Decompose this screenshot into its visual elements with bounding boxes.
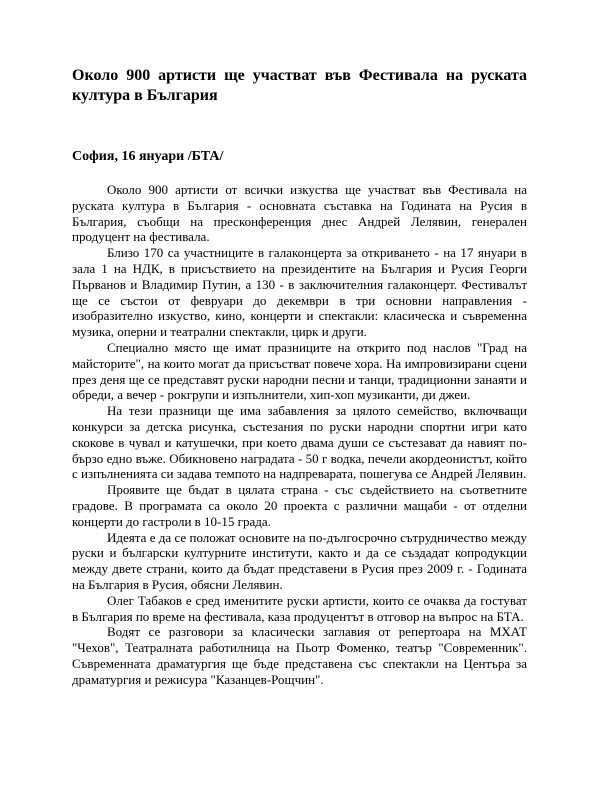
article-headline: Около 900 артисти ще участват във Фестивала на руската култура в България [72, 67, 527, 104]
paragraph: Идеята е да се положат основите на по-дългосрочно сътрудничество между руски и български културните институти, както и да се създадат копродукции между двете страни, които да бъдат представени в Русия през 2009 г. - Годината на България в Русия, обясни Лелявин. [72, 529, 527, 592]
document-page [72, 66, 527, 688]
paragraph: Проявите ще бъдат в цялата страна - със съдействието на съответните градове. В програмата са около 20 проекта с различни мащаби - от отделни концерти до гастроли в 10-15 града. [72, 482, 527, 529]
paragraph: Около 900 артисти от всички изкуства ще участват във Фестивала на руската култура в България - основната съставка на Годината на Русия в България, съобщи на пресконференция днес Андрей Лелявин, генерален продуцент на фестивала. [72, 182, 527, 245]
paragraph: Олег Табаков е сред именитите руски артисти, които се очаква да гостуват в България по време на фестивала, каза продуцентът в отговор на въпрос на БТА. [72, 592, 527, 624]
paragraph: Близо 170 са участниците в галаконцерта за откриването - на 17 януари в зала 1 на НДК, в присъствието на президентите на България и Русия Георги Първанов и Владимир Путин, а 130 - в заключителния галаконцерт. Фестивалът ще се състои от февруари до декември в три основни направления - изобразително изкуство, кино, концерти и спектакли: класическа и съвременна музика, оперни и театрални спектакли, цирк и други. [72, 245, 527, 340]
paragraph: Специално място ще имат празниците на открито под наслов "Град на майсторите", на които могат да присъстват повече хора. На импровизирани сцени през деня ще се представят руски народни песни и танци, традиционни занаяти и обреди, а вечер - рокгрупи и изпълнители, хип-хоп музиканти, ди джеи. [72, 339, 527, 403]
article-dateline: София, 16 януари /БТА/ [72, 149, 224, 164]
article-body [72, 182, 527, 688]
paragraph: На тези празници ще има забавления за цялото семейство, включващи конкурси за детска рисунка, състезания по руски народни спортни игри като скокове в чувал и катушечки, при което двама души се състезават да навият по-бързо едно въже. Обикновено наградата - 50 г водка, печели акордеонистът, който с изпълненията си задава темпото на надпреварата, пошегува се Андрей Лелявин. [72, 403, 527, 482]
paragraph: Водят се разговори за класически заглавия от репертоара на МХАТ "Чехов", Театралната работилница на Пьотр Фоменко, театър "Современник". Съвременната драматургия ще бъде представена със спектакли на Центъра за драматургия и режисура "Казанцев-Рощчин". [72, 624, 527, 687]
